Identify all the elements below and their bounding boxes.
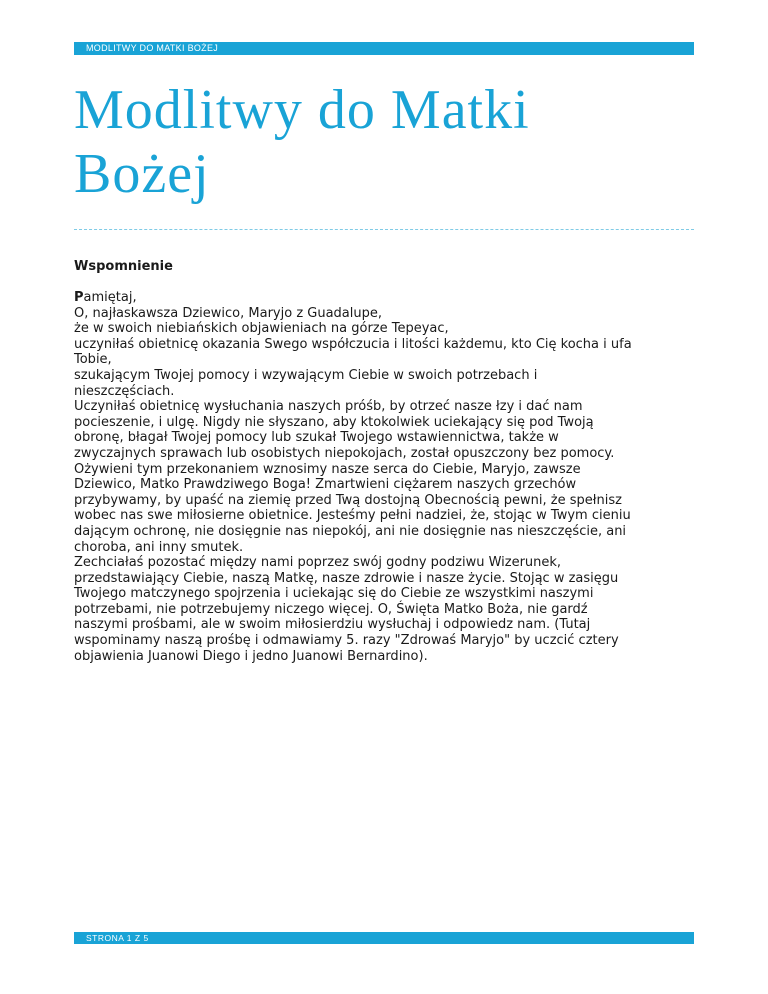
prayer-line: że w swoich niebiańskich objawieniach na górze Tepeyac,	[74, 321, 449, 337]
page-title	[74, 78, 694, 206]
prayer-line: potrzebami, nie potrzebujemy niczego więcej. O, Święta Matko Boża, nie gardź	[74, 601, 588, 617]
page-number: STRONA 1 Z 5	[86, 933, 149, 943]
prayer-line: Uczyniłaś obietnicę wysłuchania naszych próśb, by otrzeć nasze łzy i dać nam	[74, 399, 583, 415]
prayer-line: obronę, błagał Twojej pomocy lub szukał Twojego wstawiennictwa, także w	[74, 430, 559, 446]
prayer-text	[74, 290, 694, 664]
prayer-line: objawienia Juanowi Diego i jedno Juanowi Bernardino).	[74, 648, 428, 664]
prayer-line: uczyniłaś obietnicę okazania Swego współczucia i litości każdemu, kto Cię kocha i ufa	[74, 336, 632, 352]
prayer-line: dającym ochronę, nie dosięgnie nas niepokój, ani nie dosięgnie nas nieszczęście, ani	[74, 523, 627, 539]
prayer-line: przedstawiający Ciebie, naszą Matkę, nasze zdrowie i nasze życie. Stojąc w zasięgu	[74, 570, 619, 586]
prayer-line: Ożywieni tym przekonaniem wznosimy nasze serca do Ciebie, Maryjo, zawsze	[74, 461, 581, 477]
prayer-line: naszymi prośbami, ale w swoim miłosierdziu wysłuchaj i odpowiedz nam. (Tutaj	[74, 617, 591, 633]
footer-bar	[74, 932, 694, 944]
dashed-divider	[74, 229, 694, 230]
prayer-line: Zechciałaś pozostać między nami poprzez swój godny podziwu Wizerunek,	[74, 555, 562, 571]
prayer-line: Dziewico, Matko Prawdziwego Boga! Zmartwieni ciężarem naszych grzechów	[74, 477, 577, 493]
drop-letter: P	[74, 290, 84, 305]
page-title-line-2: Bożej	[74, 143, 210, 205]
prayer-line: O, najłaskawsza Dziewico, Maryjo z Guadalupe,	[74, 305, 383, 321]
prayer-line: Tobie,	[74, 352, 112, 368]
prayer-line: pocieszenie, i ulgę. Nigdy nie słyszano, aby ktokolwiek uciekający się pod Twoją	[74, 414, 594, 430]
prayer-line: wspominamy naszą prośbę i odmawiamy 5. razy "Zdrowaś Maryjo" by uczcić cztery	[74, 633, 619, 649]
header-bar	[74, 42, 694, 55]
prayer-first-rest: amiętaj,	[83, 290, 137, 305]
section-heading: Wspomnienie	[74, 259, 173, 274]
header-label: MODLITWY DO MATKI BOŻEJ	[86, 43, 219, 53]
prayer-line: przybywamy, by upaść na ziemię przed Twą dostojną Obecnością pewni, że spełnisz	[74, 492, 622, 508]
prayer-line: choroba, ani inny smutek.	[74, 539, 244, 555]
prayer-line: zwyczajnych sprawach lub osobistych niepokojach, został opuszczony bez pomocy.	[74, 445, 615, 461]
page-title-line-1: Modlitwy do Matki	[74, 79, 530, 141]
prayer-line: szukającym Twojej pomocy i wzywającym Ciebie w swoich potrzebach i	[74, 367, 538, 383]
prayer-line	[74, 290, 694, 306]
prayer-line: wobec nas swe miłosierne obietnice. Jesteśmy pełni nadziei, że, stojąc w Twym cieniu	[74, 508, 631, 524]
prayer-line: nieszczęściach.	[74, 383, 175, 399]
prayer-line: Twojego matczynego spojrzenia i uciekając się do Ciebie ze wszystkimi naszymi	[74, 586, 594, 602]
